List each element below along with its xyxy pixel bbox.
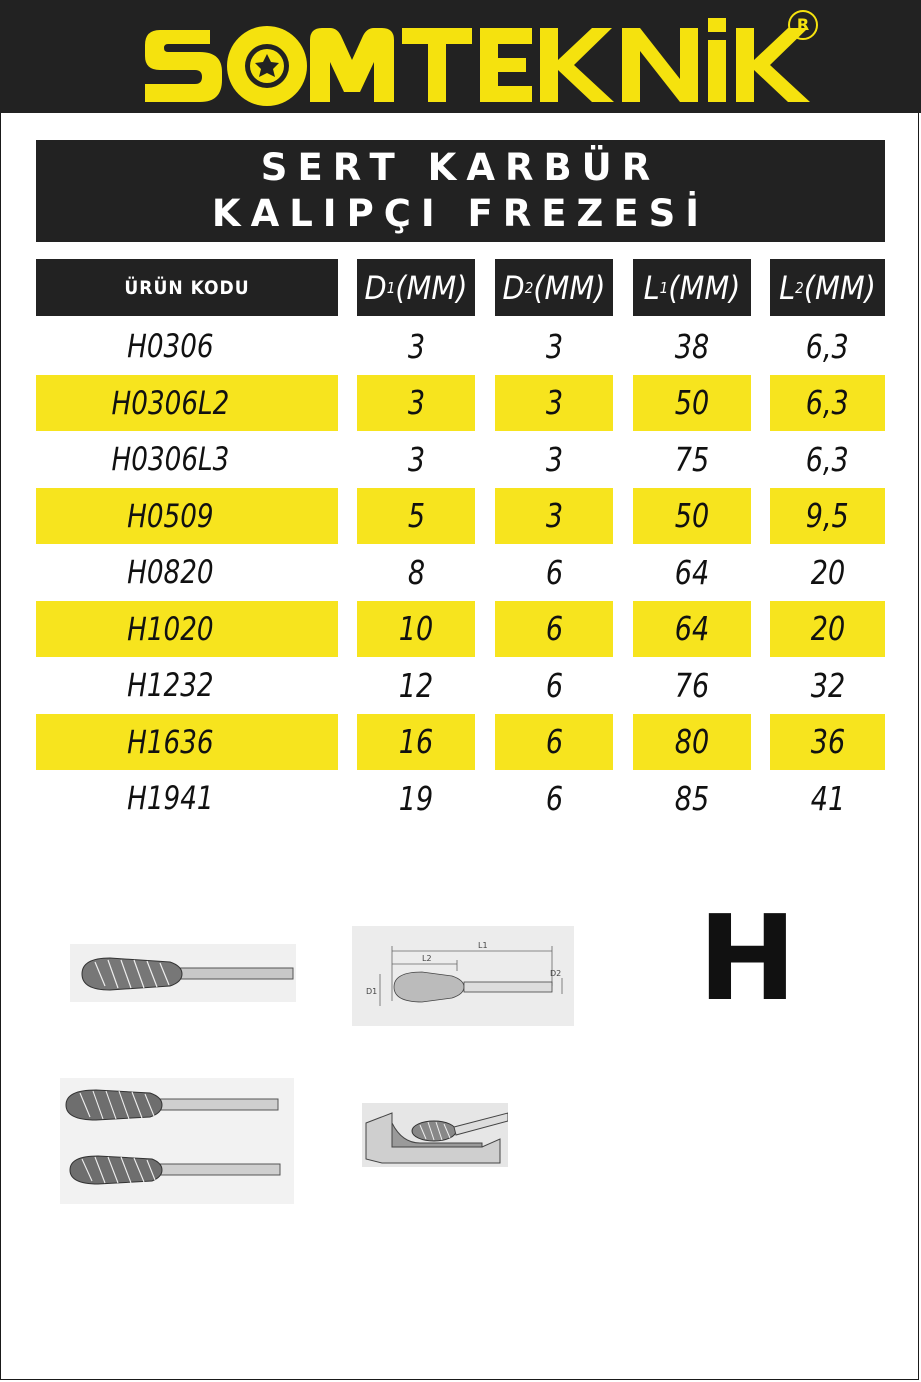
table-cell-code-text: H0820 xyxy=(127,553,214,591)
dimension-diagram xyxy=(352,926,574,1026)
table-cell-d1 xyxy=(357,544,475,600)
table-cell-d2 xyxy=(495,657,613,713)
table-cell-d1-text: 10 xyxy=(398,609,434,648)
table-cell-d2 xyxy=(495,318,613,374)
burr-photo-single xyxy=(70,944,296,1002)
header-d1 xyxy=(357,259,475,316)
table-cell-d1-text: 12 xyxy=(398,665,434,705)
table-cell-d2-text: 6 xyxy=(545,722,563,761)
table-cell-d1-text: 3 xyxy=(407,326,425,366)
somteknik-logo xyxy=(140,8,840,108)
header-l2-unit: (MM) xyxy=(803,268,876,307)
table-cell-l1 xyxy=(633,375,751,431)
table-cell-d1 xyxy=(357,714,475,770)
table-cell-code xyxy=(36,601,338,657)
table-cell-l1-text: 80 xyxy=(674,722,710,761)
table-cell-d2-text: 3 xyxy=(545,496,563,535)
table-cell-code-text: H0509 xyxy=(127,496,214,535)
table-cell-l2-text: 32 xyxy=(810,665,845,705)
table-cell-d1 xyxy=(357,657,475,713)
table-cell-code xyxy=(36,714,338,770)
header-l1-unit: (MM) xyxy=(668,268,741,307)
table-cell-l2 xyxy=(770,488,885,544)
header-d2-unit: (MM) xyxy=(533,268,606,307)
table-cell-l2-text: 20 xyxy=(810,552,845,592)
table-cell-d1-text: 3 xyxy=(407,383,425,422)
table-cell-l2-text: 36 xyxy=(810,722,845,761)
table-cell-code-text: H0306L3 xyxy=(111,440,230,478)
table-cell-d2-text: 6 xyxy=(545,609,563,648)
header-d1-unit: (MM) xyxy=(395,268,468,307)
registered-mark: R xyxy=(788,10,818,40)
diagram-label-l1: L1 xyxy=(478,941,488,950)
table-cell-l1 xyxy=(633,318,751,374)
header-d2-sub: 2 xyxy=(524,278,534,297)
header-l2-main: L xyxy=(779,268,796,307)
diagram-label-l2: L2 xyxy=(422,954,432,963)
table-cell-d2-text: 3 xyxy=(545,383,563,422)
header-l1-main: L xyxy=(643,268,660,307)
table-cell-l1 xyxy=(633,544,751,600)
table-cell-l2 xyxy=(770,431,885,487)
table-cell-d2 xyxy=(495,544,613,600)
application-illustration xyxy=(362,1103,508,1167)
table-cell-d2-text: 6 xyxy=(545,665,563,705)
table-cell-l2 xyxy=(770,544,885,600)
table-cell-d2 xyxy=(495,714,613,770)
table-cell-l2 xyxy=(770,770,885,826)
header-l2 xyxy=(770,259,885,316)
title-line-1: SERT KARBÜR xyxy=(260,146,661,189)
diagram-label-d2: D2 xyxy=(550,969,562,978)
burr-photo-pair xyxy=(60,1078,294,1204)
header-d1-main: D xyxy=(364,268,387,307)
table-cell-d1 xyxy=(357,318,475,374)
table-cell-code xyxy=(36,657,338,713)
table-cell-code-text: H1941 xyxy=(127,779,214,817)
table-cell-code-text: H0306L2 xyxy=(111,383,230,422)
table-cell-d2 xyxy=(495,601,613,657)
table-cell-l2 xyxy=(770,375,885,431)
header-d1-sub: 1 xyxy=(386,278,396,297)
table-cell-l2 xyxy=(770,714,885,770)
table-cell-l2-text: 41 xyxy=(810,778,845,818)
table-cell-code-text: H1636 xyxy=(127,722,214,761)
header-d2-main: D xyxy=(502,268,525,307)
header-product-code: ÜRÜN KODU xyxy=(36,259,338,316)
table-cell-d2-text: 6 xyxy=(545,552,563,592)
table-cell-d2-text: 3 xyxy=(545,326,563,366)
brand-header xyxy=(0,0,921,113)
table-cell-d1 xyxy=(357,770,475,826)
table-cell-l2-text: 6,3 xyxy=(805,383,850,422)
header-l1 xyxy=(633,259,751,316)
title-line-2: KALIPÇI FREZESİ xyxy=(211,192,710,235)
logo-graphic xyxy=(140,8,840,108)
table-cell-d1 xyxy=(357,601,475,657)
table-cell-l1 xyxy=(633,488,751,544)
header-l2-sub: 2 xyxy=(795,278,804,297)
header-l1-sub: 1 xyxy=(659,278,669,297)
table-cell-d1-text: 19 xyxy=(398,778,434,818)
table-cell-code xyxy=(36,431,338,487)
shape-letter: H xyxy=(698,889,797,1027)
table-cell-l1-text: 38 xyxy=(674,326,710,366)
table-cell-l2 xyxy=(770,318,885,374)
table-cell-code xyxy=(36,770,338,826)
table-cell-code xyxy=(36,375,338,431)
table-cell-d1-text: 8 xyxy=(407,552,425,592)
table-cell-d1-text: 3 xyxy=(407,439,425,479)
table-cell-l2-text: 9,5 xyxy=(805,496,850,535)
header-d2 xyxy=(495,259,613,316)
table-cell-d1 xyxy=(357,488,475,544)
table-cell-l1-text: 75 xyxy=(674,439,710,479)
table-cell-d2 xyxy=(495,770,613,826)
table-cell-l2-text: 20 xyxy=(810,609,845,648)
table-cell-code-text: H0306 xyxy=(127,327,214,365)
table-cell-l2 xyxy=(770,601,885,657)
product-title xyxy=(36,140,885,242)
table-cell-d1 xyxy=(357,375,475,431)
table-cell-l2-text: 6,3 xyxy=(805,439,850,479)
table-cell-d2-text: 3 xyxy=(545,439,563,479)
table-cell-d2 xyxy=(495,375,613,431)
table-cell-code xyxy=(36,488,338,544)
table-cell-d2 xyxy=(495,431,613,487)
table-cell-l1 xyxy=(633,431,751,487)
table-cell-code-text: H1020 xyxy=(127,609,214,648)
table-cell-d1-text: 16 xyxy=(398,722,434,761)
table-cell-l1-text: 85 xyxy=(674,778,710,818)
table-cell-l1 xyxy=(633,657,751,713)
table-cell-l2-text: 6,3 xyxy=(805,326,850,366)
table-cell-l1 xyxy=(633,714,751,770)
table-cell-l1-text: 76 xyxy=(674,665,710,705)
table-cell-l1-text: 64 xyxy=(674,609,710,648)
table-cell-l1 xyxy=(633,601,751,657)
table-cell-l2 xyxy=(770,657,885,713)
table-cell-l1 xyxy=(633,770,751,826)
table-cell-l1-text: 50 xyxy=(674,383,710,422)
table-cell-d1 xyxy=(357,431,475,487)
table-cell-code xyxy=(36,544,338,600)
table-cell-code xyxy=(36,318,338,374)
table-cell-d2 xyxy=(495,488,613,544)
diagram-label-d1: D1 xyxy=(366,987,378,996)
table-cell-d2-text: 6 xyxy=(545,778,563,818)
table-cell-code-text: H1232 xyxy=(127,666,214,704)
table-cell-l1-text: 50 xyxy=(674,496,710,535)
table-cell-l1-text: 64 xyxy=(674,552,710,592)
table-cell-d1-text: 5 xyxy=(407,496,425,535)
